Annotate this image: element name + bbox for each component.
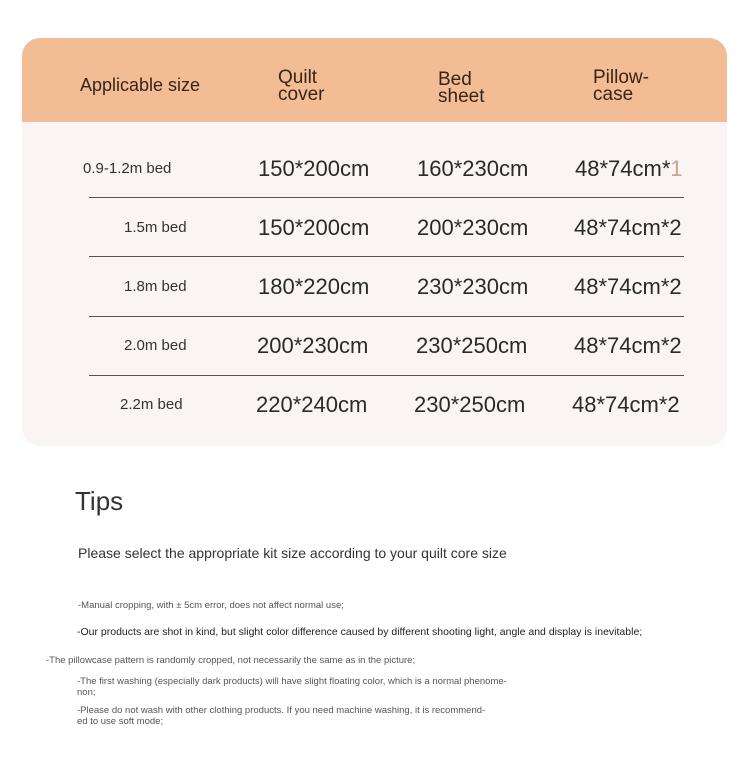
row-size: 1.5m bed xyxy=(124,219,187,236)
tips-note: -Please do not wash with other clothing products. If you need machine washing, it is recommend- xyxy=(77,705,486,716)
row-sheet: 160*230cm xyxy=(417,156,529,181)
tips-note: -The pillowcase pattern is randomly cropped, not necessarily the same as in the picture; xyxy=(46,655,416,666)
row-pillow: 48*74cm*2 xyxy=(572,392,680,417)
header-applicable-size: Applicable size xyxy=(80,75,201,95)
row-pillow xyxy=(575,156,683,182)
tips-title: Tips xyxy=(75,486,124,516)
row-sheet: 230*250cm xyxy=(414,392,526,417)
size-table-card xyxy=(22,38,727,446)
row-pillow-size: 48*74cm* xyxy=(575,156,671,181)
row-quilt: 220*240cm xyxy=(256,392,368,417)
row-size: 0.9-1.2m bed xyxy=(83,160,172,177)
tips-note: ed to use soft mode; xyxy=(77,716,164,727)
header-pillowcase xyxy=(593,69,649,103)
row-sheet: 230*250cm xyxy=(416,333,528,358)
header-quilt-cover xyxy=(278,69,324,103)
row-quilt: 200*230cm xyxy=(257,333,369,358)
row-size: 2.0m bed xyxy=(124,337,187,354)
header-pillow-line2: case xyxy=(593,84,634,105)
header-sheet-line1: Bed xyxy=(438,69,472,90)
tips-note: -Our products are shot in kind, but slight color difference caused by different shooting light, angle and display is inevitable; xyxy=(77,626,643,638)
row-pillow: 48*74cm*2 xyxy=(574,215,682,240)
header-quilt-line1: Quilt xyxy=(278,67,318,88)
tips-note: non; xyxy=(77,687,96,698)
tips-subtitle: Please select the appropriate kit size according to your quilt core size xyxy=(78,545,507,561)
row-quilt: 150*200cm xyxy=(258,156,370,181)
header-pillow-line1: Pillow- xyxy=(593,67,649,88)
row-divider xyxy=(89,256,684,257)
row-divider xyxy=(89,375,684,376)
row-quilt: 150*200cm xyxy=(258,215,370,240)
row-size: 1.8m bed xyxy=(124,278,187,295)
row-divider xyxy=(89,316,684,317)
row-quilt: 180*220cm xyxy=(258,274,370,299)
row-size: 2.2m bed xyxy=(120,396,183,413)
header-sheet-line2: sheet xyxy=(438,86,485,107)
tips-note: -Manual cropping, with ± 5cm error, does not affect normal use; xyxy=(78,600,344,611)
header-bed-sheet xyxy=(438,71,484,105)
table-header xyxy=(22,38,727,122)
row-sheet: 230*230cm xyxy=(417,274,529,299)
row-pillow: 48*74cm*2 xyxy=(574,274,682,299)
header-quilt-line2: cover xyxy=(278,84,325,105)
row-pillow-count: 1 xyxy=(670,156,683,181)
row-sheet: 200*230cm xyxy=(417,215,529,240)
row-divider xyxy=(89,197,684,198)
row-pillow: 48*74cm*2 xyxy=(574,333,682,358)
tips-note: -The first washing (especially dark products) will have slight floating color, which is a normal phenome- xyxy=(77,676,507,687)
